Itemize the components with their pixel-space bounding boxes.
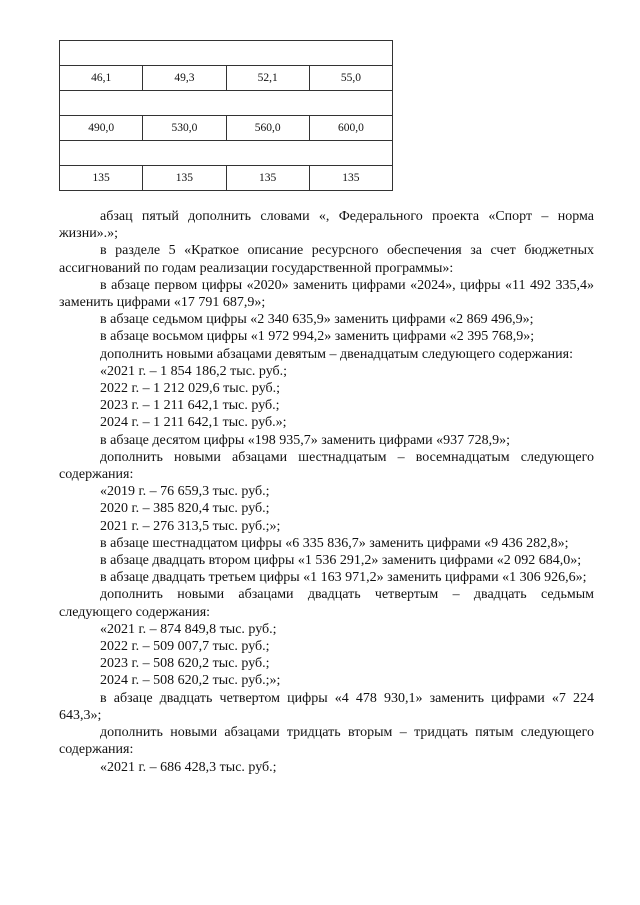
- paragraph: дополнить новыми абзацами двадцать четвертым – двадцать седьмым следующего содержания:: [59, 587, 594, 620]
- paragraph: в абзаце двадцать четвертом цифры «4 478 930,1» заменить цифрами «7 224 643,3»;: [59, 690, 594, 723]
- table-cell-blank: [60, 41, 393, 66]
- document-body: [59, 208, 594, 776]
- table-row-blank: [60, 41, 393, 66]
- table-cell: 560,0: [226, 116, 309, 141]
- table-row-blank: [60, 91, 393, 116]
- paragraph: в абзаце восьмом цифры «1 972 994,2» заменить цифрами «2 395 768,9»;: [100, 329, 535, 345]
- paragraph: в абзаце шестнадцатом цифры «6 335 836,7» заменить цифрами «9 436 282,8»;: [100, 535, 569, 551]
- paragraph: 2024 г. – 508 620,2 тыс. руб.;»;: [100, 673, 281, 689]
- paragraph: 2023 г. – 508 620,2 тыс. руб.;: [100, 656, 270, 672]
- table-row-blank: [60, 141, 393, 166]
- paragraph: в разделе 5 «Краткое описание ресурсного обеспечения за счет бюджетных ассигнований по годам реализации государственной программы»:: [59, 243, 594, 276]
- table-cell: 55,0: [309, 66, 392, 91]
- paragraph: «2021 г. – 1 854 186,2 тыс. руб.;: [100, 363, 288, 379]
- paragraph: «2021 г. – 874 849,8 тыс. руб.;: [100, 621, 277, 637]
- table-row: [60, 166, 393, 191]
- paragraph: 2021 г. – 276 313,5 тыс. руб.;»;: [100, 518, 281, 534]
- data-table: [59, 40, 393, 191]
- paragraph: «2019 г. – 76 659,3 тыс. руб.;: [100, 484, 270, 500]
- table-cell-blank: [60, 141, 393, 166]
- table-cell: 135: [309, 166, 392, 191]
- paragraph: абзац пятый дополнить словами «, Федерального проекта «Спорт – норма жизни».»;: [59, 209, 594, 242]
- paragraph: в абзаце двадцать третьем цифры «1 163 971,2» заменить цифрами «1 306 926,6»;: [100, 570, 587, 586]
- paragraph: в абзаце седьмом цифры «2 340 635,9» заменить цифрами «2 869 496,9»;: [100, 312, 534, 328]
- table-cell: 135: [226, 166, 309, 191]
- table-cell: 135: [143, 166, 226, 191]
- table-row: [60, 66, 393, 91]
- paragraph: дополнить новыми абзацами тридцать вторым – тридцать пятым следующего содержания:: [59, 725, 594, 758]
- table-cell: 49,3: [143, 66, 226, 91]
- paragraph: в абзаце двадцать втором цифры «1 536 291,2» заменить цифрами «2 092 684,0»;: [100, 553, 582, 569]
- paragraph: 2020 г. – 385 820,4 тыс. руб.;: [100, 501, 270, 517]
- table-cell-blank: [60, 91, 393, 116]
- paragraph: «2021 г. – 686 428,3 тыс. руб.;: [100, 759, 277, 775]
- table-cell: 46,1: [60, 66, 143, 91]
- table-cell: 600,0: [309, 116, 392, 141]
- paragraph: в абзаце десятом цифры «198 935,7» заменить цифрами «937 728,9»;: [100, 432, 511, 448]
- paragraph: в абзаце первом цифры «2020» заменить цифрами «2024», цифры «11 492 335,4» заменить цифрами «17 791 687,9»;: [59, 277, 594, 311]
- table-cell: 490,0: [60, 116, 143, 141]
- paragraph: 2024 г. – 1 211 642,1 тыс. руб.»;: [100, 415, 287, 431]
- paragraph: 2022 г. – 1 212 029,6 тыс. руб.;: [100, 381, 281, 397]
- table-row: [60, 116, 393, 141]
- table-cell: 135: [60, 166, 143, 191]
- paragraph: 2022 г. – 509 007,7 тыс. руб.;: [100, 639, 270, 655]
- paragraph: дополнить новыми абзацами шестнадцатым – восемнадцатым следующего содержания:: [59, 449, 594, 483]
- table-cell: 52,1: [226, 66, 309, 91]
- paragraph: дополнить новыми абзацами девятым – двенадцатым следующего содержания:: [100, 346, 573, 362]
- paragraph: 2023 г. – 1 211 642,1 тыс. руб.;: [100, 398, 280, 414]
- table-cell: 530,0: [143, 116, 226, 141]
